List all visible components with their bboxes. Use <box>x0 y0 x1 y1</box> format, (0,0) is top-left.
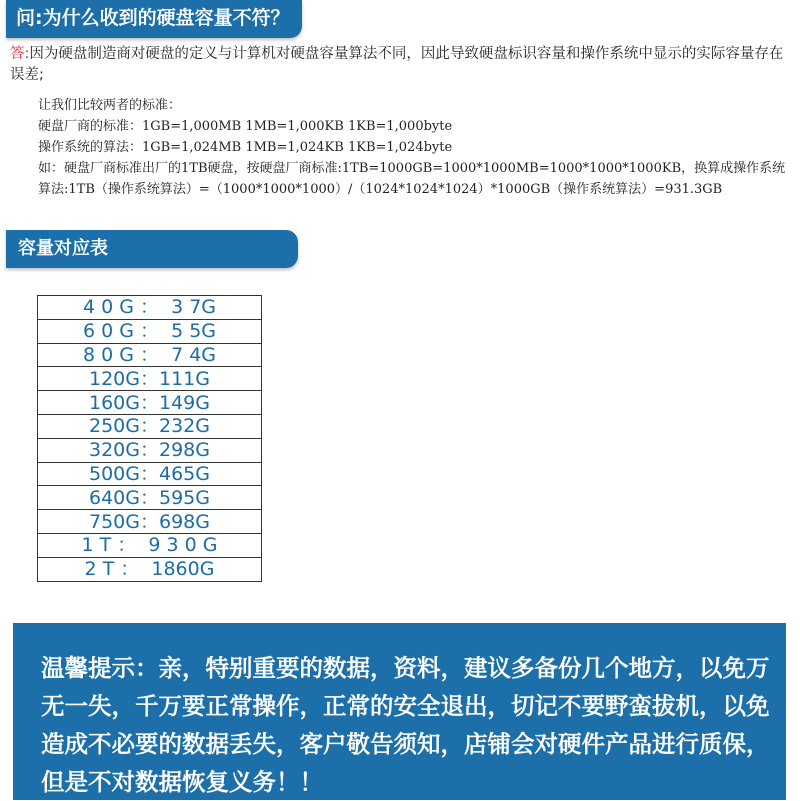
table-cell: 750G：698G <box>38 510 262 534</box>
table-cell: 500G：465G <box>38 462 262 486</box>
question-header <box>6 0 302 38</box>
warm-reminder-banner <box>13 623 786 800</box>
table-row <box>38 510 262 534</box>
table-cell: 250G：232G <box>38 414 262 438</box>
table-cell: 1 T ： 9 3 0 G <box>38 533 262 557</box>
table-row <box>38 367 262 391</box>
table-cell: 4 0 G ： 3 7G <box>38 296 262 320</box>
table-row <box>38 557 262 581</box>
table-row <box>38 296 262 320</box>
table-cell: 8 0 G ： 7 4G <box>38 343 262 367</box>
standards-comparison <box>38 95 796 200</box>
table-row <box>38 462 262 486</box>
comparison-intro: 让我们比较两者的标准： <box>38 98 182 113</box>
capacity-table <box>37 295 262 582</box>
table-row <box>38 486 262 510</box>
table-section-title: 容量对应表 <box>18 238 108 259</box>
table-cell: 320G：298G <box>38 438 262 462</box>
table-cell: 6 0 G ： 5 5G <box>38 319 262 343</box>
table-row <box>38 533 262 557</box>
table-row <box>38 391 262 415</box>
table-row <box>38 343 262 367</box>
question-title: 问:为什么收到的硬盘容量不符？ <box>16 7 290 29</box>
table-row <box>38 438 262 462</box>
answer-label: 答: <box>10 46 30 62</box>
table-cell: 640G：595G <box>38 486 262 510</box>
table-cell: 160G：149G <box>38 391 262 415</box>
table-cell: 120G：111G <box>38 367 262 391</box>
conversion-example: 如：硬盘厂商标准出厂的1TB硬盘，按硬盘厂商标准:1TB=1000GB=1000*1000MB=1000*1000*1000KB，换算成操作系统算法:1TB（操作系统算法）=（1000*1000*1000）/（1024*1024*1024）*1000GB（操作系统算法）=931.3GB <box>38 161 786 197</box>
table-row <box>38 319 262 343</box>
answer-text: 因为硬盘制造商对硬盘的定义与计算机对硬盘容量算法不同，因此导致硬盘标识容量和操作系统中显示的实际容量存在误差; <box>10 46 784 83</box>
table-section-header <box>6 230 298 268</box>
table-cell: 2 T ： 1860G <box>38 557 262 581</box>
table-row <box>38 414 262 438</box>
vendor-standard: 硬盘厂商的标准：1GB=1,000MB 1MB=1,000KB 1KB=1,000byte <box>38 119 453 134</box>
os-standard: 操作系统的算法：1GB=1,024MB 1MB=1,024KB 1KB=1,024byte <box>38 140 453 155</box>
warm-reminder-text: 温馨提示：亲，特别重要的数据，资料，建议多备份几个地方，以免万无一失，千万要正常操作，正常的安全退出，切记不要野蛮拔机，以免造成不必要的数据丢失，客户敬告须知，店铺会对硬件产品进行质保，但是不对数据恢复义务！！ <box>41 654 770 796</box>
answer-paragraph <box>10 44 796 86</box>
